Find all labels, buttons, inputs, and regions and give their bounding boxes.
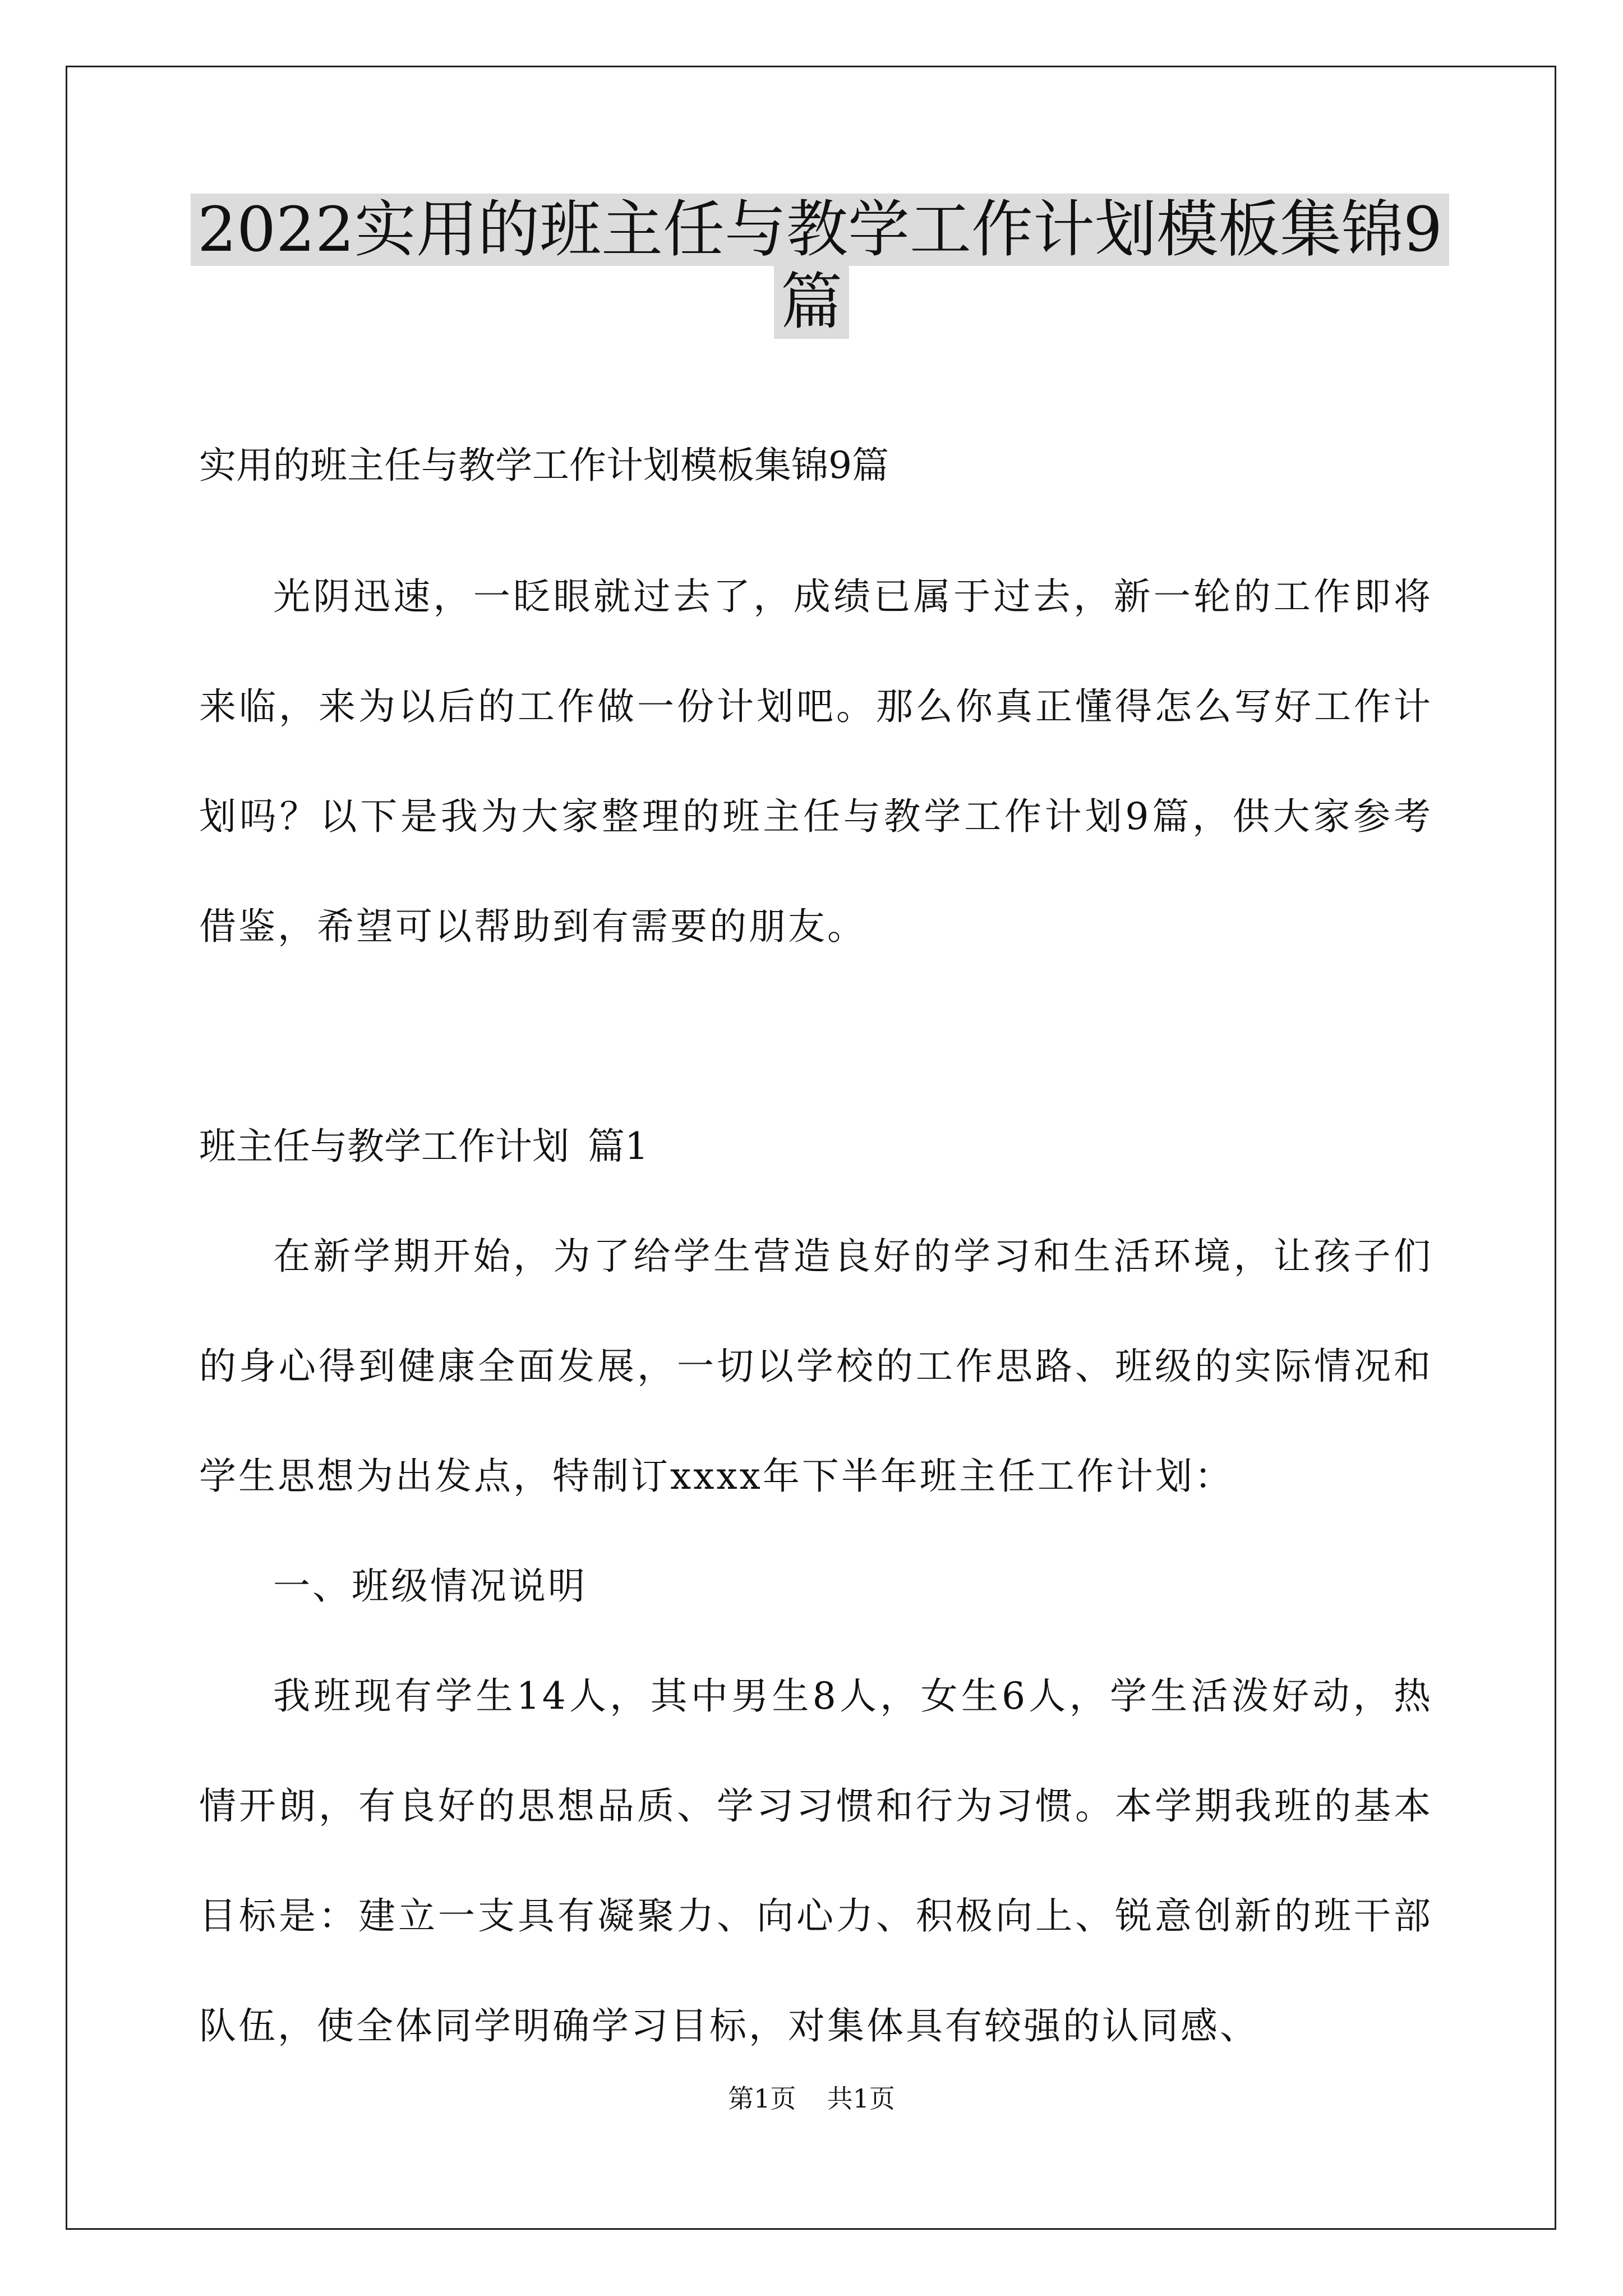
- section-heading: [199, 1092, 1433, 1202]
- page-footer: [0, 2078, 1623, 2115]
- section-paragraph-1: 在新学期开始，为了给学生营造良好的学习和生活环境，让孩子们的身心得到健康全面发展，一切以学校的工作思路、班级的实际情况和学生思想为出发点，特制订xxxx年下半年班主任工作计划：: [199, 1235, 1433, 1498]
- intro-paragraph: 光阴迅速，一眨眼就过去了，成绩已属于过去，新一轮的工作即将来临，来为以后的工作做一份计划吧。那么你真正懂得怎么写好工作计划吗？以下是我为大家整理的班主任与教学工作计划9篇，供大家参考借鉴，希望可以帮助到有需要的朋友。: [199, 575, 1433, 948]
- section-subheading: 一、班级情况说明: [273, 1565, 587, 1608]
- paragraph-gap: [199, 982, 1433, 1092]
- title-line-2: 篇: [774, 266, 849, 338]
- title-line-1: 2022实用的班主任与教学工作计划模板集锦9: [191, 194, 1449, 266]
- section-heading-number: 篇1: [588, 1125, 648, 1168]
- section-paragraph-2: 我班现有学生14人，其中男生8人，女生6人，学生活泼好动，热情开朗，有良好的思想品质、学习习惯和行为习惯。本学期我班的基本目标是：建立一支具有凝聚力、向心力、积极向上、锐意创新的班干部队伍，使全体同学明确学习目标，对集体具有较强的认同感、: [199, 1674, 1433, 2047]
- document-body: [199, 432, 1433, 2081]
- document-subtitle: 实用的班主任与教学工作计划模板集锦9篇: [199, 444, 889, 487]
- document-title: [191, 194, 1442, 339]
- section-heading-text: 班主任与教学工作计划: [199, 1125, 569, 1168]
- page-total: 共1页: [827, 2083, 895, 2114]
- page-number: 第1页: [728, 2083, 796, 2114]
